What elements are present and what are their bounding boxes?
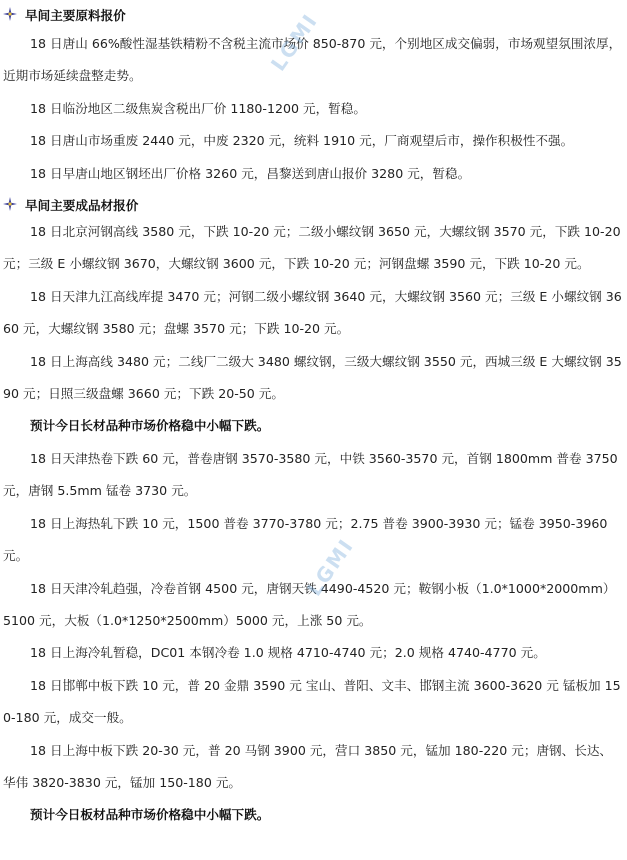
star-bullet-icon [3, 197, 17, 211]
paragraph: 18 日天津九江高线库提 3470 元；河钢二级小螺纹钢 3640 元，大螺纹钢 3560 元；三级 E 小螺纹钢 3660 元，大螺纹钢 3580 元；盘螺 3570 元；下跌 10-20 元。 [3, 288, 622, 337]
watermark-text: LGMI [265, 8, 323, 76]
paragraph: 18 日唐山市场重废 2440 元，中废 2320 元，统料 1910 元，厂商观望后市，操作积极性不强。 [30, 133, 574, 149]
section-heading-finished-products [3, 194, 623, 214]
paragraph: 18 日上海高线 3480 元；二线厂二级大 3480 螺纹钢，三级大螺纹钢 3550 元，西城三级 E 大螺纹钢 3590 元；日照三级盘螺 3660 元；下跌 20-50 元。 [3, 353, 622, 402]
paragraph: 18 日天津热卷下跌 60 元，普卷唐钢 3570-3580 元，中铁 3560-3570 元，首钢 1800mm 普卷 3750 元，唐钢 5.5mm 锰卷 3730 元。 [3, 450, 618, 499]
paragraph: 18 日上海热轧下跌 10 元，1500 普卷 3770-3780 元；2.75 普卷 3900-3930 元；锰卷 3950-3960 元。 [3, 515, 608, 564]
forecast-paragraph: 预计今日长材品种市场价格稳中小幅下跌。 [30, 418, 270, 434]
paragraph: 18 日上海中板下跌 20-30 元，普 20 马钢 3900 元，营口 3850 元，锰加 180-220 元；唐钢、长达、华伟 3820-3830 元，锰加 150-180 元。 [3, 742, 613, 790]
forecast-paragraph: 预计今日板材品种市场价格稳中小幅下跌。 [30, 807, 270, 823]
paragraph: 18 日早唐山地区钢坯出厂价格 3260 元，昌黎送到唐山报价 3280 元，暂稳。 [30, 165, 471, 181]
paragraph: 18 日唐山 66%酸性湿基铁精粉不含税主流市场价 850-870 元，个别地区成交偏弱，市场观望氛围浓厚，近期市场延续盘整走势。 [3, 36, 622, 84]
section-heading-raw-materials [3, 4, 623, 24]
star-bullet-icon [3, 7, 17, 21]
paragraph: 18 日临汾地区二级焦炭含税出厂价 1180-1200 元，暂稳。 [30, 100, 366, 116]
paragraph: 18 日邯郸中板下跌 10 元，普 20 金鼎 3590 元 宝山、普阳、文丰、邯钢主流 3600-3620 元 锰板加 150-180 元，成交一般。 [3, 677, 621, 726]
watermark-text: LGMI [301, 533, 359, 601]
paragraph: 18 日天津冷轧趋强，冷卷首钢 4500 元，唐钢天铁 4490-4520 元；鞍钢小板（1.0*1000*2000mm）5100 元，大板（1.0*1250*2500mm）5000 元，上涨 50 元。 [3, 580, 616, 628]
paragraph: 18 日北京河钢高线 3580 元，下跌 10-20 元；二级小螺纹钢 3650 元，大螺纹钢 3570 元，下跌 10-20 元；三级 E 小螺纹钢 3670，大螺纹钢 3600 元，下跌 10-20 元；河钢盘螺 3590 元，下跌 10-20 元。 [3, 224, 621, 272]
section-title: 早间主要原料报价 [25, 7, 126, 23]
section-title: 早间主要成品材报价 [25, 197, 139, 213]
paragraph: 18 日上海冷轧暂稳，DC01 本钢冷卷 1.0 规格 4710-4740 元；2.0 规格 4740-4770 元。 [30, 645, 546, 661]
